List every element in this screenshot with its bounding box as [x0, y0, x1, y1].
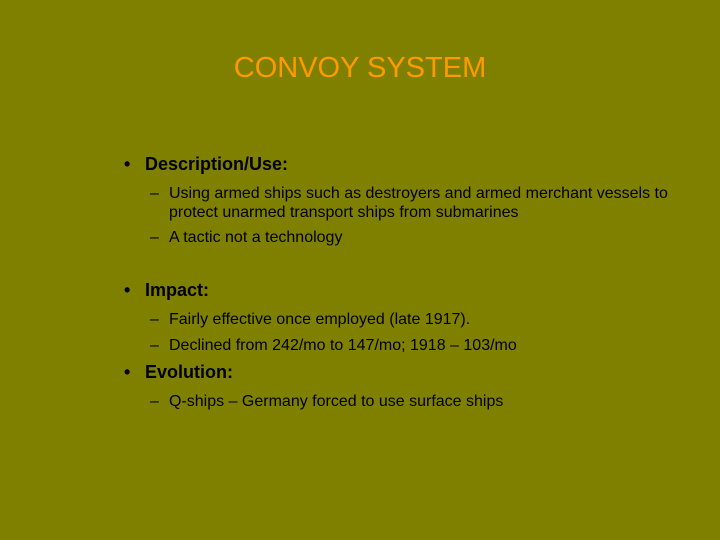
bullet-icon: •: [124, 154, 131, 174]
list-item-text: Using armed ships such as destroyers and armed merchant vessels to protect unarmed transport ships from submarines: [169, 185, 668, 221]
heading-text: Evolution:: [145, 362, 233, 382]
section-impact: [124, 278, 684, 356]
dash-icon: –: [150, 185, 159, 202]
dash-icon: –: [150, 337, 159, 354]
dash-icon: –: [150, 393, 159, 410]
sub-list: [124, 310, 684, 356]
bullet-icon: •: [124, 362, 131, 382]
dash-icon: –: [150, 311, 159, 328]
heading-text: Description/Use:: [145, 154, 289, 174]
heading-text: Impact:: [145, 280, 210, 300]
list-item: [124, 336, 684, 356]
bullet-heading: [124, 360, 684, 384]
list-item: [124, 392, 684, 412]
bullet-heading: [124, 278, 684, 302]
section-description: [124, 152, 684, 247]
dash-icon: –: [150, 229, 159, 246]
list-item: [124, 184, 684, 222]
section-evolution: [124, 360, 684, 412]
list-item-text: Q-ships – Germany forced to use surface ships: [169, 393, 504, 410]
bullet-heading: [124, 152, 684, 176]
list-item: [124, 228, 684, 247]
slide-title: CONVOY SYSTEM: [233, 52, 487, 84]
list-item-text: Fairly effective once employed (late 1917).: [169, 311, 471, 328]
sub-list: [124, 184, 684, 247]
list-item-text: A tactic not a technology: [169, 229, 343, 246]
sub-list: [124, 392, 684, 412]
list-item: [124, 310, 684, 330]
list-item-text: Declined from 242/mo to 147/mo; 1918 – 103/mo: [169, 337, 517, 354]
bullet-icon: •: [124, 280, 131, 300]
